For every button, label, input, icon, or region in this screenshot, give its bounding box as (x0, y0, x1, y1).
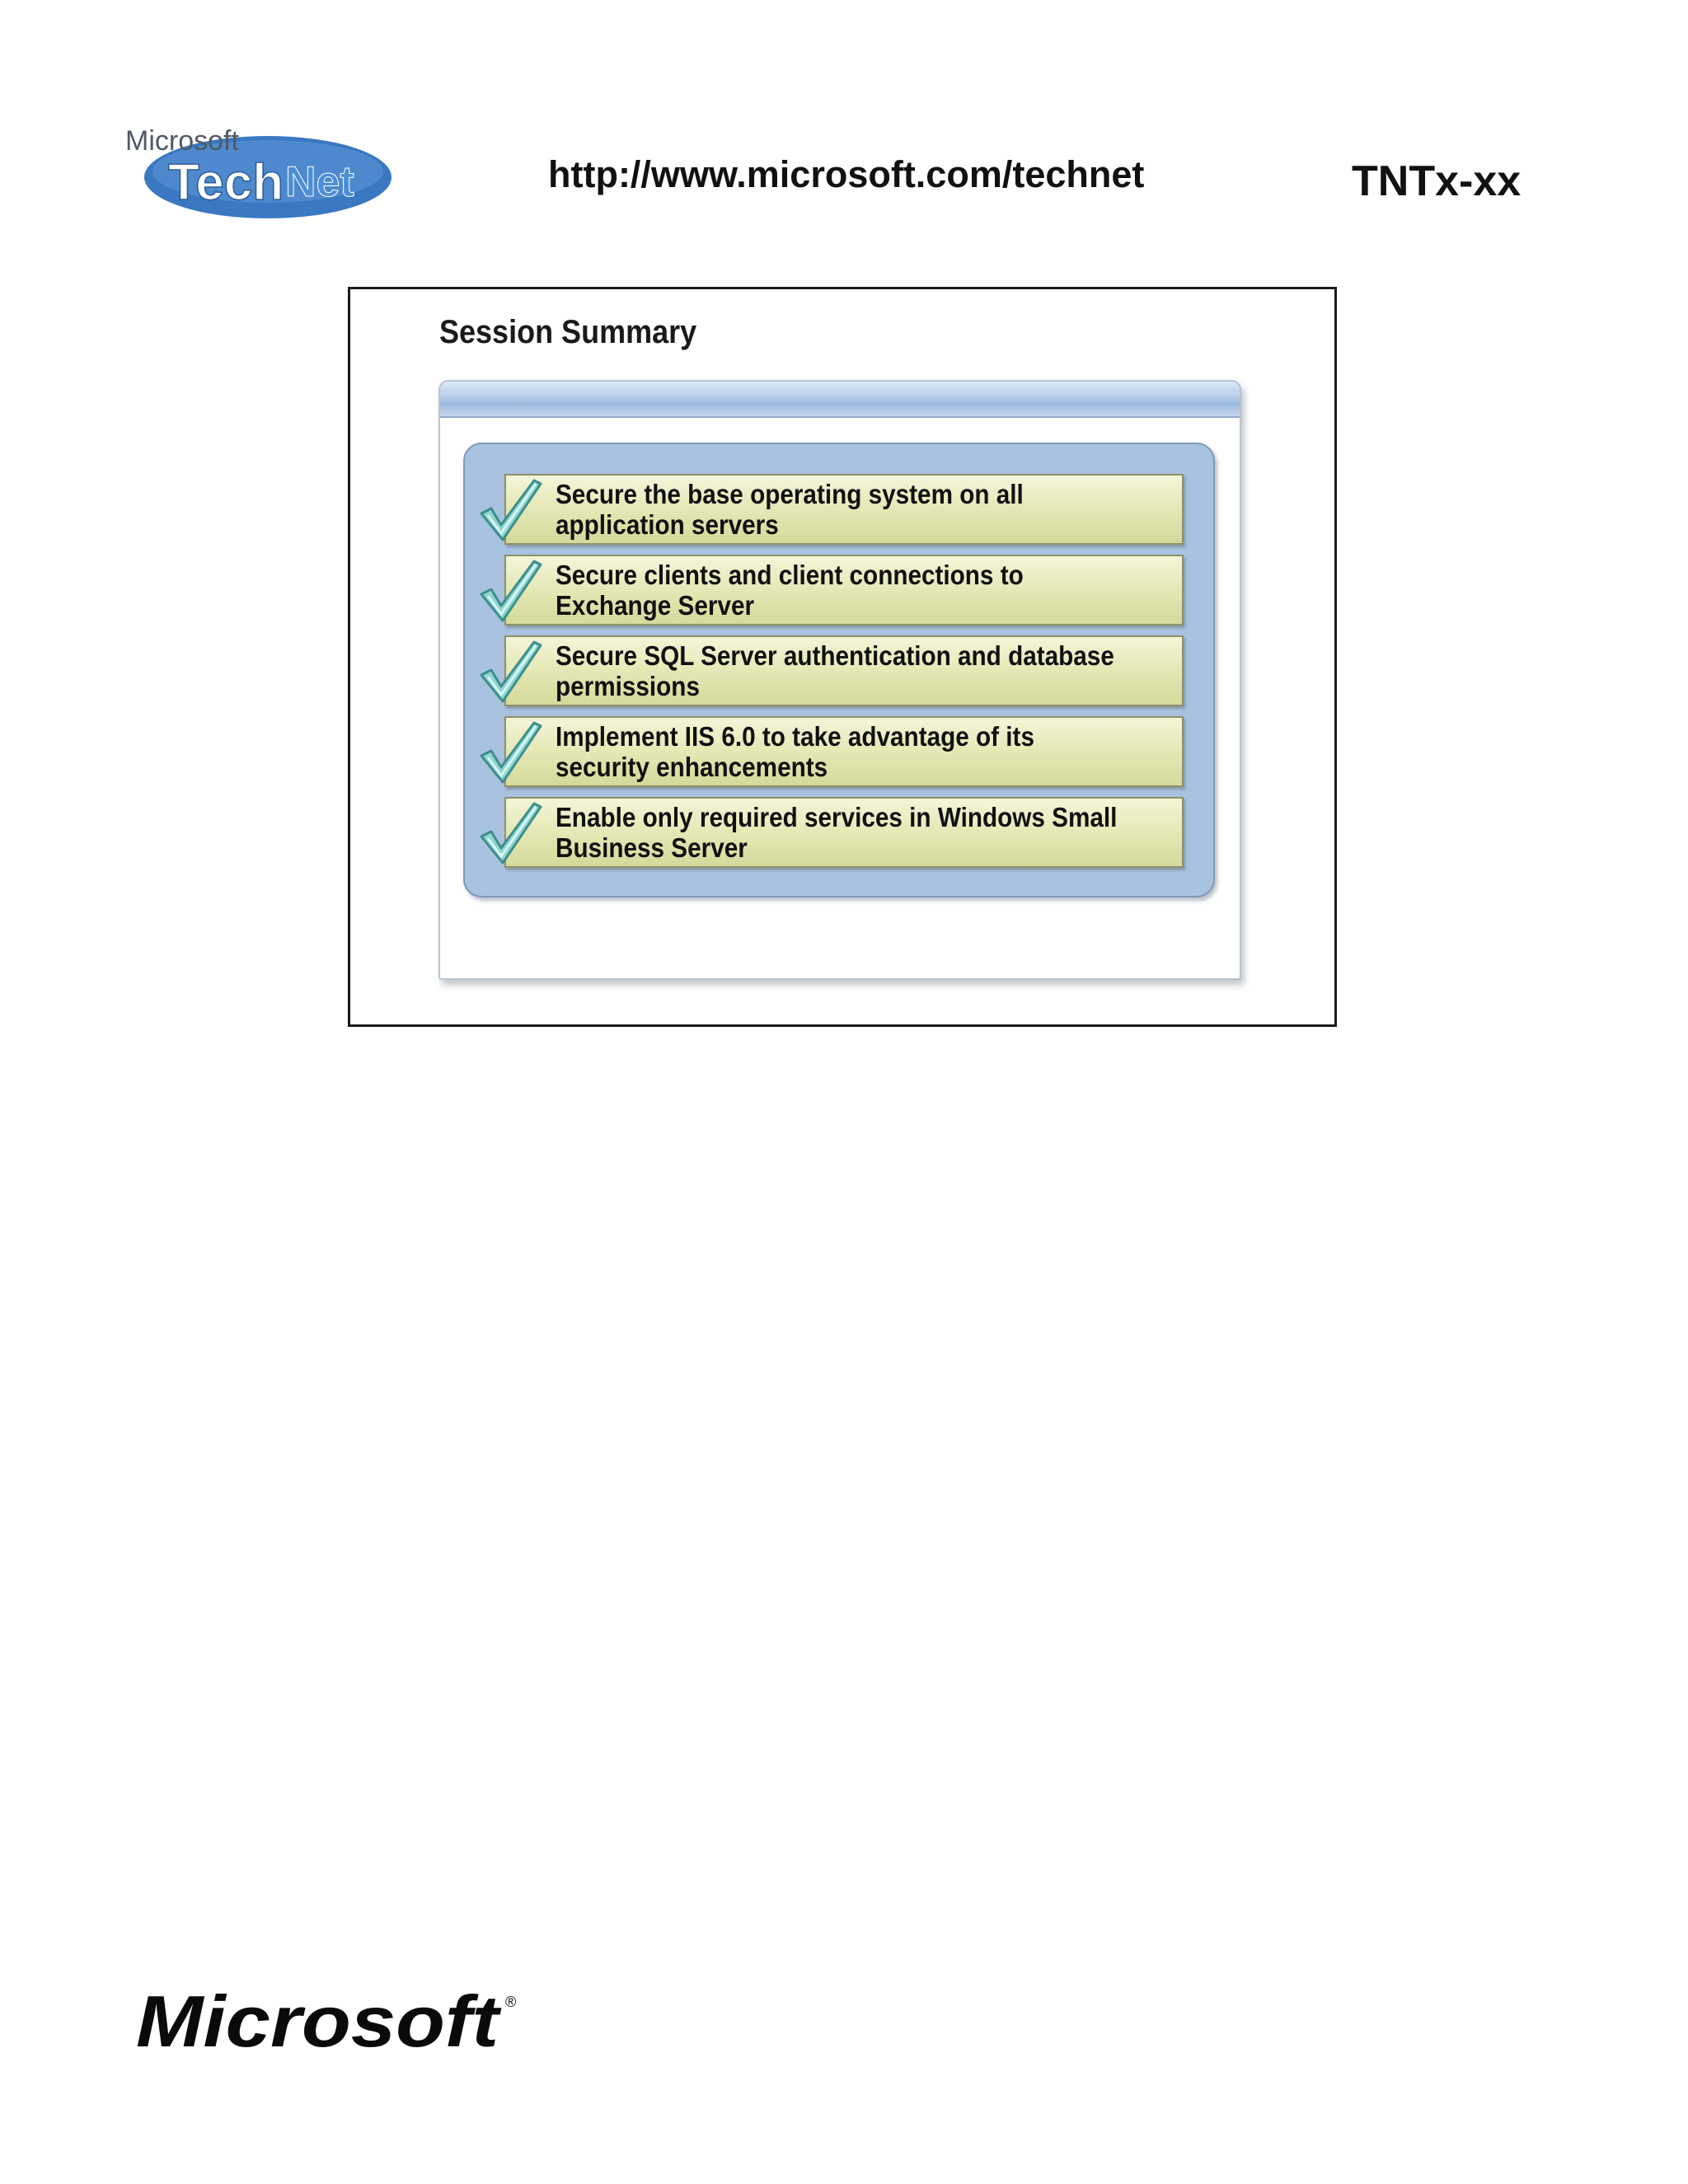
summary-item-text: Secure clients and client connections to Exchange Server (556, 560, 1024, 621)
document-code: TNTx-xx (1352, 157, 1522, 205)
checkmark-icon (476, 556, 546, 626)
summary-card (438, 380, 1241, 980)
microsoft-logo (136, 1982, 523, 2056)
summary-item-text: Secure SQL Server authentication and database permissions (556, 640, 1114, 701)
technet-logo (115, 107, 396, 223)
summary-item (504, 716, 1184, 787)
card-header-bar (440, 382, 1240, 418)
slide-title: Session Summary (439, 314, 697, 350)
checkmark-icon (476, 799, 546, 868)
checkmark-icon (476, 476, 546, 545)
checkmark-icon (476, 637, 546, 706)
summary-item-text: Implement IIS 6.0 to take advantage of its security enhancements (556, 721, 1034, 782)
technet-url: http://www.microsoft.com/technet (548, 153, 1145, 195)
summary-item-text: Enable only required services in Windows Small Business Server (556, 802, 1118, 863)
summary-item (504, 555, 1184, 626)
summary-panel (463, 443, 1215, 898)
technet-logo-net: Net (285, 158, 354, 206)
technet-logo-microsoft: Microsoft (125, 125, 239, 157)
registered-mark: ® (505, 1994, 517, 2010)
microsoft-logo-text: Microsoft (136, 1982, 503, 2056)
slide-frame (348, 287, 1337, 1027)
technet-logo-tech: Tech (168, 154, 284, 211)
summary-item (504, 635, 1184, 706)
checkmark-icon (476, 718, 546, 787)
summary-item-text: Secure the base operating system on all application servers (556, 479, 1024, 540)
summary-item (504, 474, 1184, 545)
summary-item (504, 797, 1184, 868)
